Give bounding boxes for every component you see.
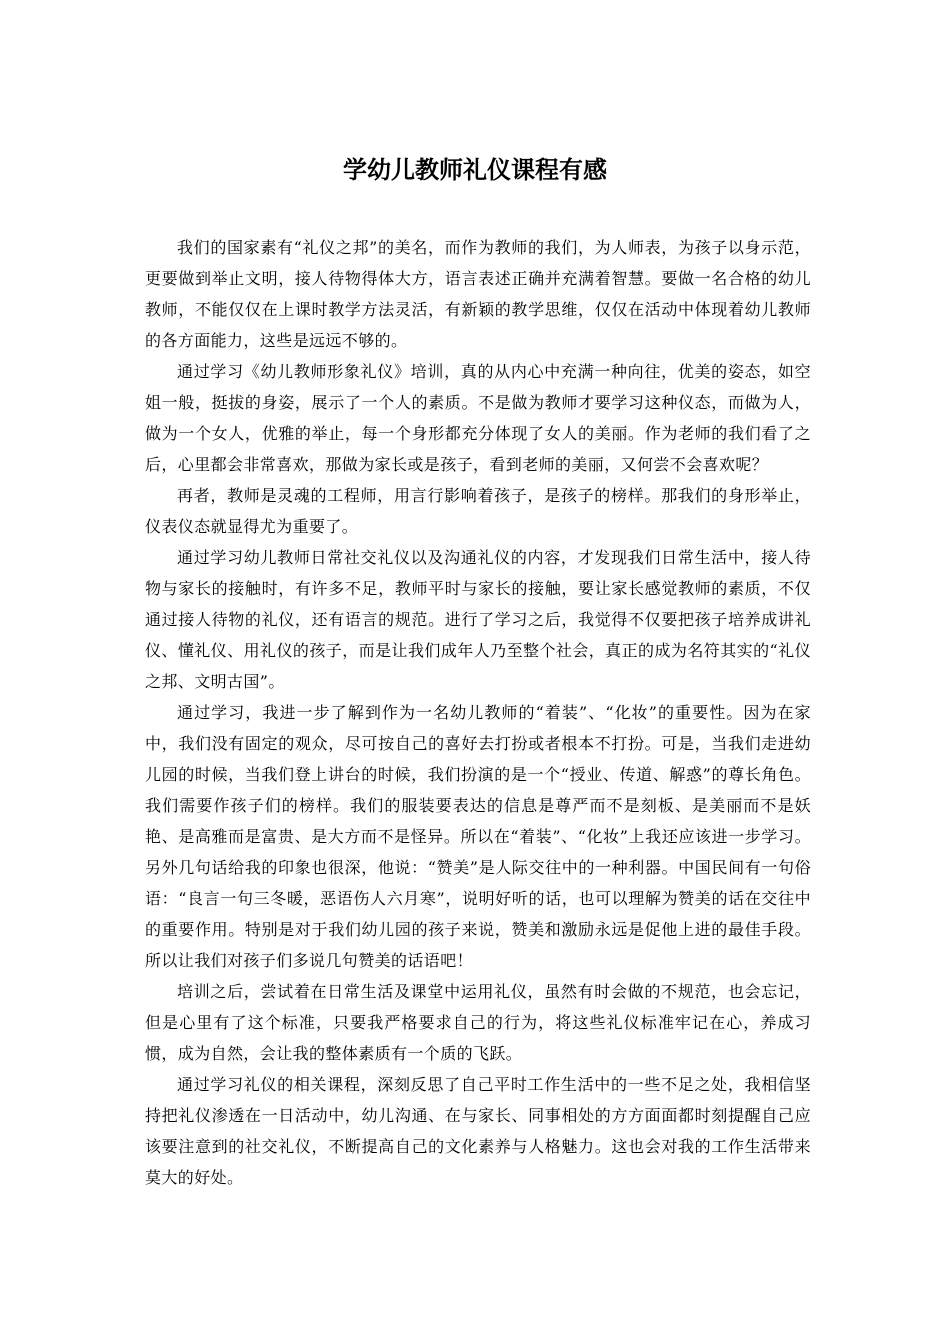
paragraph-7: 通过学习礼仪的相关课程，深刻反思了自己平时工作生活中的一些不足之处，我相信坚持把礼仪渗透在一日活动中，幼儿沟通、在与家长、同事相处的方方面面都时刻提醒自己应该要注意到的社交礼仪，不断提高自己的文化素养与人格魅力。这也会对我的工作生活带来莫大的好处。 <box>145 1075 811 1187</box>
paragraph-5: 通过学习，我进一步了解到作为一名幼儿教师的“着装”、“化妆”的重要性。因为在家中，我们没有固定的观众，尽可按自己的喜好去打扮或者根本不打扮。可是，当我们走进幼儿园的时候，当我们登上讲台的时候，我们扮演的是一个“授业、传道、解惑”的尊长角色。我们需要作孩子们的榜样。我们的服装要表达的信息是尊严而不是刻板、是美丽而不是妖艳、是高雅而是富贵、是大方而不是怪异。所以在“着装”、“化妆”上我还应该进一步学习。另外几句话给我的印象也很深，他说：“赞美”是人际交往中的一种利器。中国民间有一句俗语：“良言一句三冬暖，恶语伤人六月寒”，说明好听的话，也可以理解为赞美的话在交往中的重要作用。特别是对于我们幼儿园的孩子来说，赞美和激励永远是促他上进的最佳手段。所以让我们对孩子们多说几句赞美的话语吧！ <box>145 703 811 970</box>
paragraph-3: 再者，教师是灵魂的工程师，用言行影响着孩子，是孩子的榜样。那我们的身形举止，仪表仪态就显得尤为重要了。 <box>145 486 811 536</box>
document-title: 学幼儿教师礼仪课程有感 <box>343 155 607 184</box>
paragraph-2: 通过学习《幼儿教师形象礼仪》培训，真的从内心中充满一种向往，优美的姿态，如空姐一般，挺拔的身姿，展示了一个人的素质。不是做为教师才要学习这种仪态，而做为人，做为一个女人，优雅的举止，每一个身形都充分体现了女人的美丽。作为老师的我们看了之后，心里都会非常喜欢，那做为家长或是孩子，看到老师的美丽，又何尝不会喜欢呢？ <box>145 362 811 474</box>
paragraph-1: 我们的国家素有“礼仪之邦”的美名，而作为教师的我们，为人师表，为孩子以身示范，更要做到举止文明，接人待物得体大方，语言表述正确并充满着智慧。要做一名合格的幼儿教师，不能仅仅在上课时教学方法灵活，有新颖的教学思维，仅仅在活动中体现着幼儿教师的各方面能力，这些是远远不够的。 <box>145 238 811 350</box>
document-body <box>145 232 811 1193</box>
paragraph-4: 通过学习幼儿教师日常社交礼仪以及沟通礼仪的内容，才发现我们日常生活中，接人待物与家长的接触时，有许多不足，教师平时与家长的接触，要让家长感觉教师的素质，不仅通过接人待物的礼仪，还有语言的规范。进行了学习之后，我觉得不仅要把孩子培养成讲礼仪、懂礼仪、用礼仪的孩子，而是让我们成年人乃至整个社会，真正的成为名符其实的“礼仪之邦、文明古国”。 <box>145 548 811 691</box>
paragraph-6: 培训之后，尝试着在日常生活及课堂中运用礼仪，虽然有时会做的不规范，也会忘记，但是心里有了这个标准，只要我严格要求自己的行为，将这些礼仪标准牢记在心，养成习惯，成为自然，会让我的整体素质有一个质的飞跃。 <box>145 982 811 1063</box>
